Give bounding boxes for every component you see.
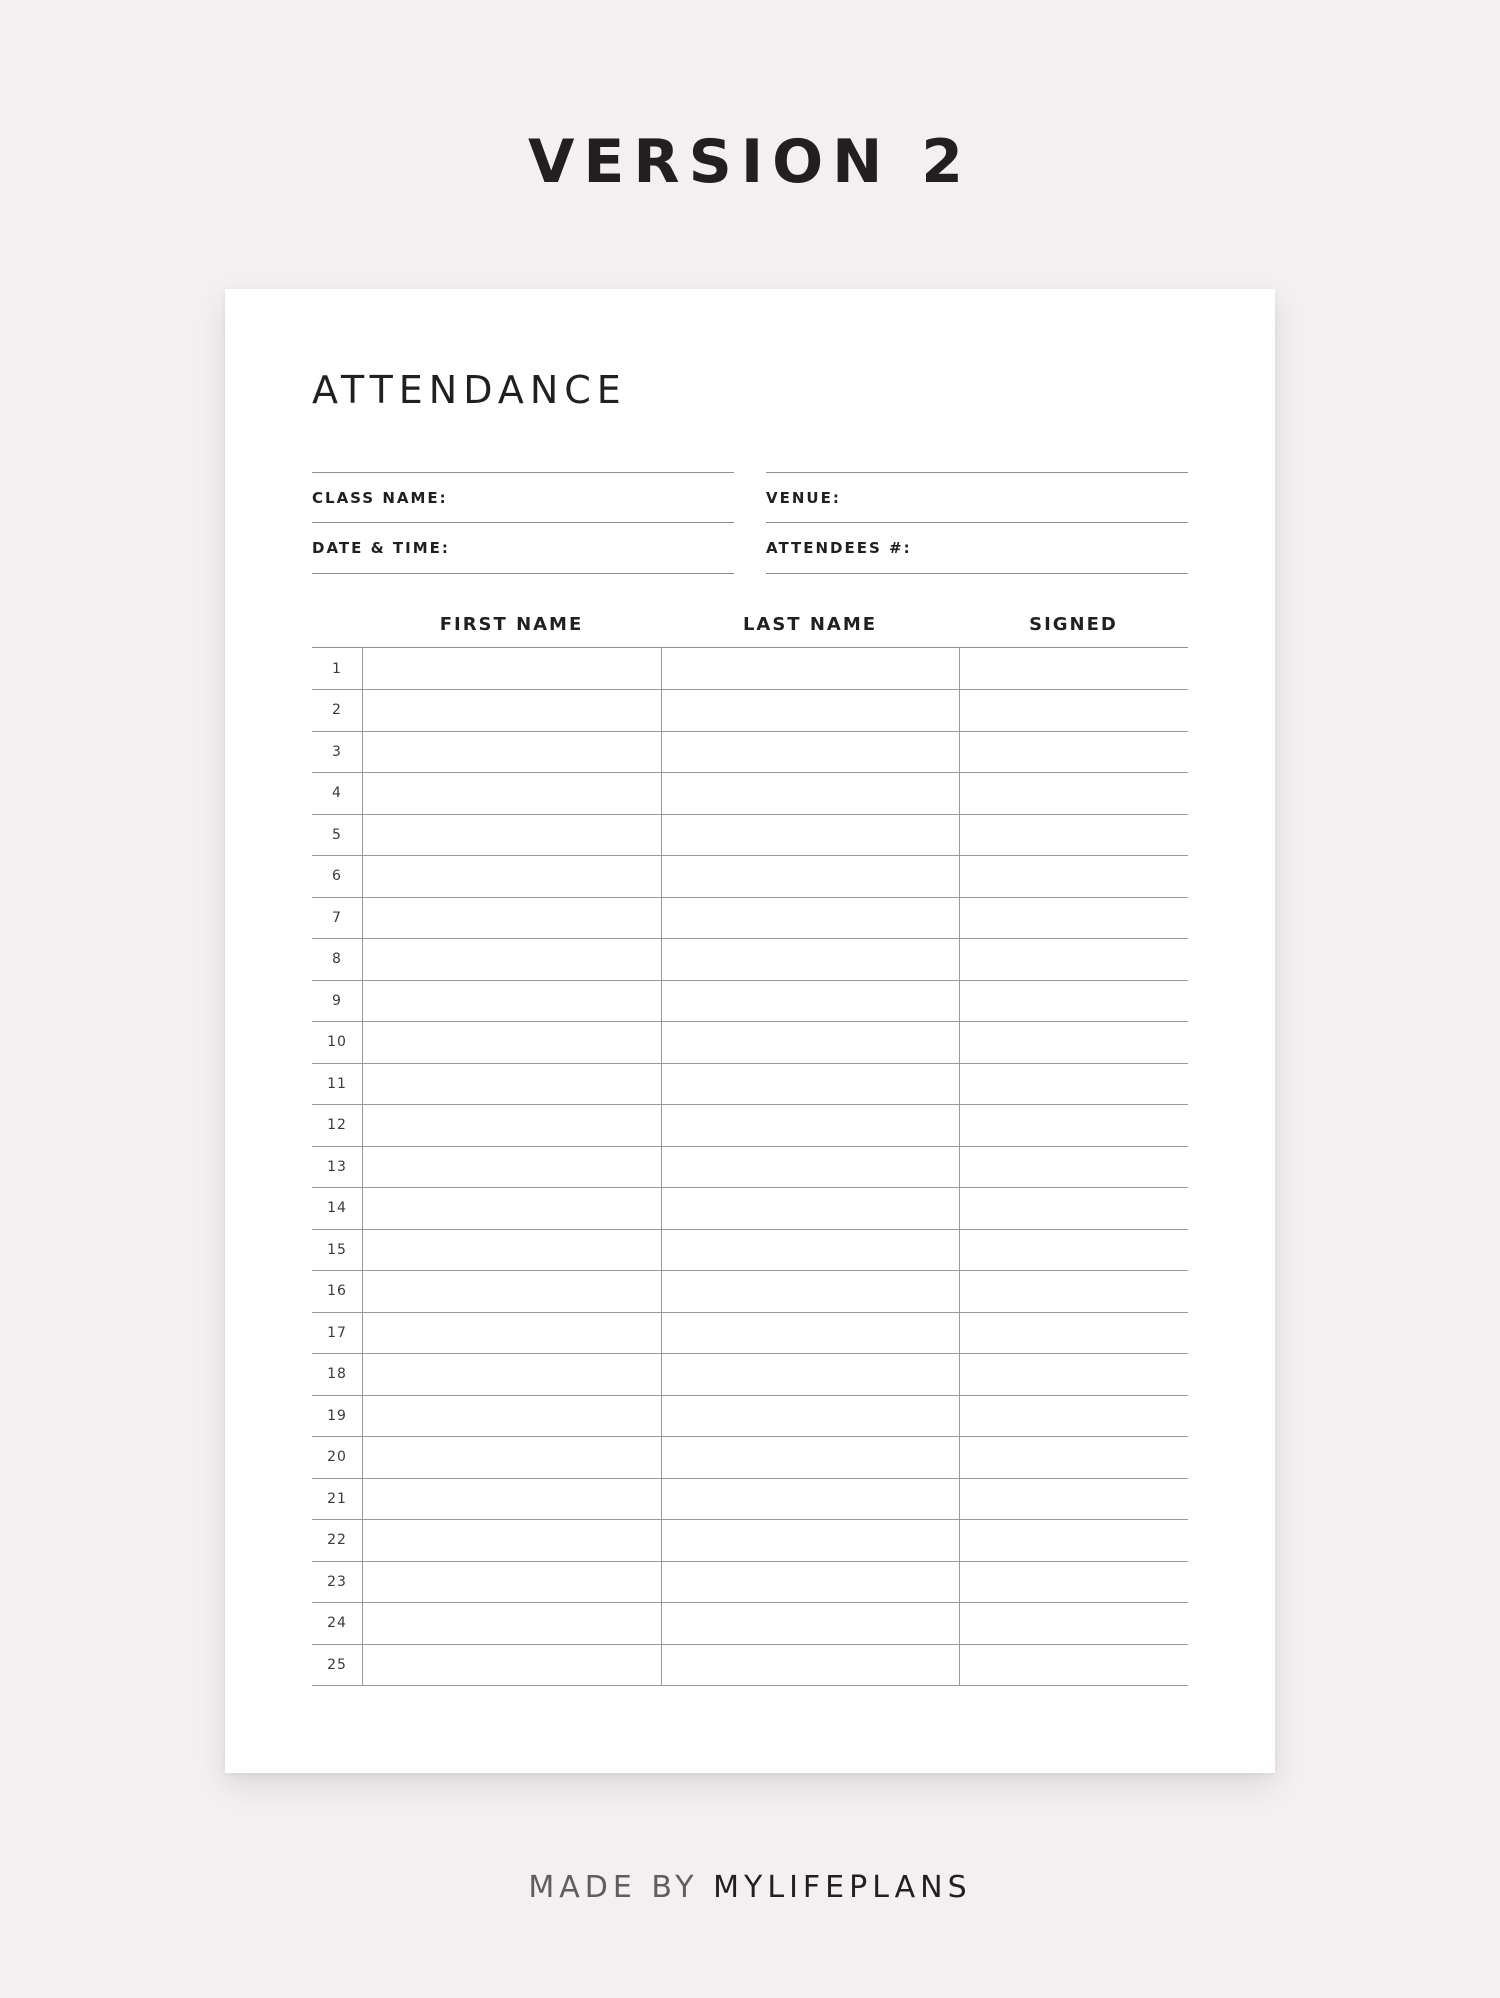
signed-cell bbox=[959, 1022, 1188, 1063]
first-name-cell bbox=[362, 1230, 661, 1271]
signed-cell bbox=[959, 773, 1188, 814]
signed-cell bbox=[959, 1147, 1188, 1188]
table-row bbox=[312, 1354, 1188, 1396]
field-line bbox=[766, 472, 1188, 473]
table-row bbox=[312, 1396, 1188, 1438]
table-row bbox=[312, 732, 1188, 774]
row-number: 20 bbox=[327, 1449, 347, 1466]
sheet-title: ATTENDANCE bbox=[312, 368, 627, 412]
last-name-cell bbox=[661, 690, 959, 731]
row-number: 7 bbox=[332, 909, 342, 926]
first-name-cell bbox=[362, 690, 661, 731]
row-number: 18 bbox=[327, 1366, 347, 1383]
last-name-cell bbox=[661, 939, 959, 980]
row-number: 21 bbox=[327, 1490, 347, 1507]
attendees-label: ATTENDEES #: bbox=[766, 539, 912, 557]
last-name-cell bbox=[661, 1105, 959, 1146]
class-name-label: CLASS NAME: bbox=[312, 489, 448, 507]
row-number: 25 bbox=[327, 1656, 347, 1673]
table-row bbox=[312, 1603, 1188, 1645]
last-name-cell bbox=[661, 815, 959, 856]
table-row bbox=[312, 1271, 1188, 1313]
signed-cell bbox=[959, 1603, 1188, 1644]
last-name-cell bbox=[661, 1271, 959, 1312]
signed-cell bbox=[959, 981, 1188, 1022]
table-row bbox=[312, 1188, 1188, 1230]
row-number: 14 bbox=[327, 1200, 347, 1217]
row-number: 11 bbox=[327, 1075, 347, 1092]
signed-cell bbox=[959, 1230, 1188, 1271]
row-number: 10 bbox=[327, 1034, 347, 1051]
field-line bbox=[312, 522, 734, 523]
last-name-cell bbox=[661, 1479, 959, 1520]
first-name-cell bbox=[362, 898, 661, 939]
signed-cell bbox=[959, 648, 1188, 689]
first-name-cell bbox=[362, 648, 661, 689]
signed-cell bbox=[959, 1396, 1188, 1437]
first-name-cell bbox=[362, 1437, 661, 1478]
last-name-cell bbox=[661, 732, 959, 773]
signed-cell bbox=[959, 1188, 1188, 1229]
first-name-cell bbox=[362, 1520, 661, 1561]
first-name-cell bbox=[362, 1022, 661, 1063]
table-row bbox=[312, 690, 1188, 732]
first-name-cell bbox=[362, 1188, 661, 1229]
table-row bbox=[312, 939, 1188, 981]
signed-cell bbox=[959, 690, 1188, 731]
signed-cell bbox=[959, 1064, 1188, 1105]
signed-cell bbox=[959, 939, 1188, 980]
last-name-cell bbox=[661, 648, 959, 689]
row-number: 17 bbox=[327, 1324, 347, 1341]
first-name-cell bbox=[362, 981, 661, 1022]
field-line bbox=[312, 573, 734, 574]
first-name-cell bbox=[362, 1064, 661, 1105]
field-line bbox=[766, 573, 1188, 574]
first-name-cell bbox=[362, 815, 661, 856]
row-number: 12 bbox=[327, 1117, 347, 1134]
table-row bbox=[312, 1230, 1188, 1272]
first-name-cell bbox=[362, 1354, 661, 1395]
signed-cell bbox=[959, 1313, 1188, 1354]
table-row bbox=[312, 647, 1188, 690]
field-line bbox=[312, 472, 734, 473]
footer-brand: MYLIFEPLANS bbox=[713, 1870, 972, 1905]
signed-cell bbox=[959, 1437, 1188, 1478]
last-name-cell bbox=[661, 1147, 959, 1188]
last-name-cell bbox=[661, 1354, 959, 1395]
last-name-cell bbox=[661, 1645, 959, 1686]
attendance-sheet bbox=[225, 289, 1275, 1773]
last-name-cell bbox=[661, 1064, 959, 1105]
row-number: 24 bbox=[327, 1615, 347, 1632]
first-name-cell bbox=[362, 856, 661, 897]
signed-cell bbox=[959, 732, 1188, 773]
first-name-cell bbox=[362, 1271, 661, 1312]
first-name-cell bbox=[362, 1562, 661, 1603]
table-row bbox=[312, 898, 1188, 940]
last-name-cell bbox=[661, 1562, 959, 1603]
table-row bbox=[312, 981, 1188, 1023]
table-row bbox=[312, 1064, 1188, 1106]
last-name-cell bbox=[661, 898, 959, 939]
row-number: 16 bbox=[327, 1283, 347, 1300]
table-row bbox=[312, 1645, 1188, 1687]
first-name-cell bbox=[362, 1105, 661, 1146]
last-name-cell bbox=[661, 981, 959, 1022]
row-number: 1 bbox=[332, 660, 342, 677]
venue-label: VENUE: bbox=[766, 489, 841, 507]
footer-credit bbox=[0, 1868, 1500, 1908]
row-number: 3 bbox=[332, 743, 342, 760]
last-name-cell bbox=[661, 1022, 959, 1063]
first-name-cell bbox=[362, 1479, 661, 1520]
table-row bbox=[312, 1147, 1188, 1189]
signed-cell bbox=[959, 898, 1188, 939]
column-header-last-name: LAST NAME bbox=[742, 614, 878, 635]
first-name-cell bbox=[362, 732, 661, 773]
row-number: 8 bbox=[332, 951, 342, 968]
row-number: 23 bbox=[327, 1573, 347, 1590]
first-name-cell bbox=[362, 939, 661, 980]
signed-cell bbox=[959, 856, 1188, 897]
table-row bbox=[312, 856, 1188, 898]
version-heading: VERSION 2 bbox=[527, 127, 973, 197]
first-name-cell bbox=[362, 1603, 661, 1644]
table-row bbox=[312, 1520, 1188, 1562]
first-name-cell bbox=[362, 773, 661, 814]
first-name-cell bbox=[362, 1645, 661, 1686]
row-number: 5 bbox=[332, 826, 342, 843]
row-number: 13 bbox=[327, 1158, 347, 1175]
first-name-cell bbox=[362, 1147, 661, 1188]
row-number: 15 bbox=[327, 1241, 347, 1258]
last-name-cell bbox=[661, 1437, 959, 1478]
last-name-cell bbox=[661, 1603, 959, 1644]
table-row bbox=[312, 1105, 1188, 1147]
signed-cell bbox=[959, 1562, 1188, 1603]
last-name-cell bbox=[661, 1396, 959, 1437]
column-header-signed: SIGNED bbox=[1029, 614, 1118, 635]
row-number: 6 bbox=[332, 868, 342, 885]
table-row bbox=[312, 1437, 1188, 1479]
last-name-cell bbox=[661, 1188, 959, 1229]
table-row bbox=[312, 1313, 1188, 1355]
first-name-cell bbox=[362, 1313, 661, 1354]
first-name-cell bbox=[362, 1396, 661, 1437]
signed-cell bbox=[959, 1271, 1188, 1312]
last-name-cell bbox=[661, 773, 959, 814]
column-header-first-name: FIRST NAME bbox=[439, 614, 584, 635]
signed-cell bbox=[959, 1354, 1188, 1395]
row-number: 19 bbox=[327, 1407, 347, 1424]
last-name-cell bbox=[661, 1313, 959, 1354]
date-time-label: DATE & TIME: bbox=[312, 539, 450, 557]
signed-cell bbox=[959, 815, 1188, 856]
footer-prefix: MADE BY bbox=[528, 1870, 714, 1905]
signed-cell bbox=[959, 1105, 1188, 1146]
field-line bbox=[766, 522, 1188, 523]
attendance-table bbox=[312, 647, 1188, 1686]
row-number: 22 bbox=[327, 1532, 347, 1549]
last-name-cell bbox=[661, 1230, 959, 1271]
table-row bbox=[312, 1479, 1188, 1521]
table-row bbox=[312, 1562, 1188, 1604]
table-row bbox=[312, 1022, 1188, 1064]
table-row bbox=[312, 815, 1188, 857]
signed-cell bbox=[959, 1520, 1188, 1561]
last-name-cell bbox=[661, 1520, 959, 1561]
table-row bbox=[312, 773, 1188, 815]
last-name-cell bbox=[661, 856, 959, 897]
row-number: 4 bbox=[332, 785, 342, 802]
row-number: 2 bbox=[332, 702, 342, 719]
signed-cell bbox=[959, 1645, 1188, 1686]
row-number: 9 bbox=[332, 992, 342, 1009]
signed-cell bbox=[959, 1479, 1188, 1520]
